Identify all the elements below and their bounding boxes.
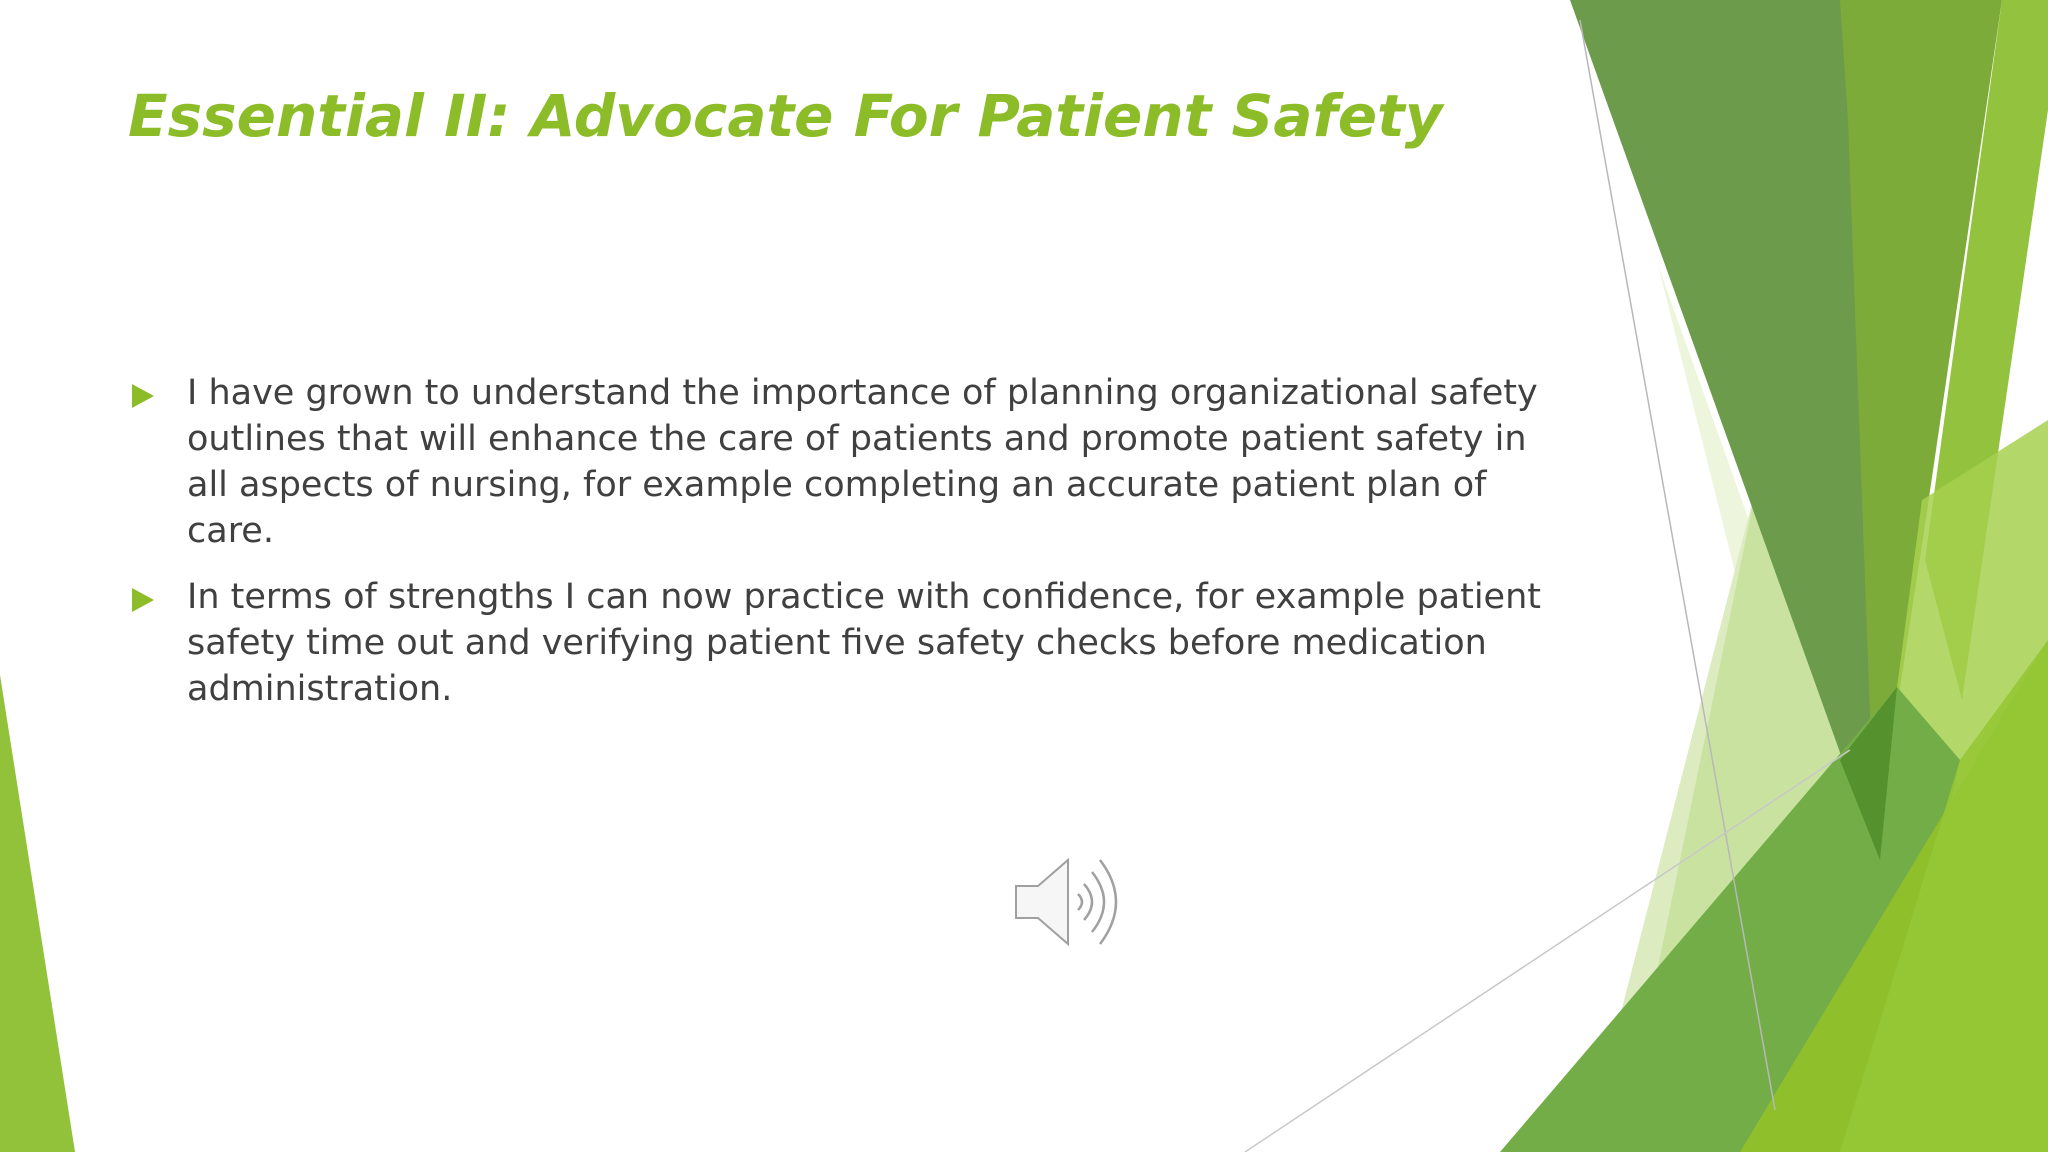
bullet-item [130, 370, 1570, 554]
bullet-item [130, 574, 1570, 712]
bullet-text: I have grown to understand the importance of planning organizational safety outlines that will enhance the care of patients and promote patient safety in all aspects of nursing, for example completing an accurate patient plan of care. [187, 373, 1538, 551]
left-green-sliver [0, 675, 75, 1152]
triangle-bullet-icon [132, 384, 154, 408]
triangle-bullet-icon [132, 588, 154, 612]
bullet-text: In terms of strengths I can now practice with confidence, for example patient safety time out and verifying patient five safety checks before medication administration. [187, 577, 1541, 709]
speaker-icon[interactable] [1012, 854, 1136, 950]
bullet-list [130, 370, 1570, 732]
slide-title: Essential II: Advocate For Patient Safety [128, 82, 1443, 150]
